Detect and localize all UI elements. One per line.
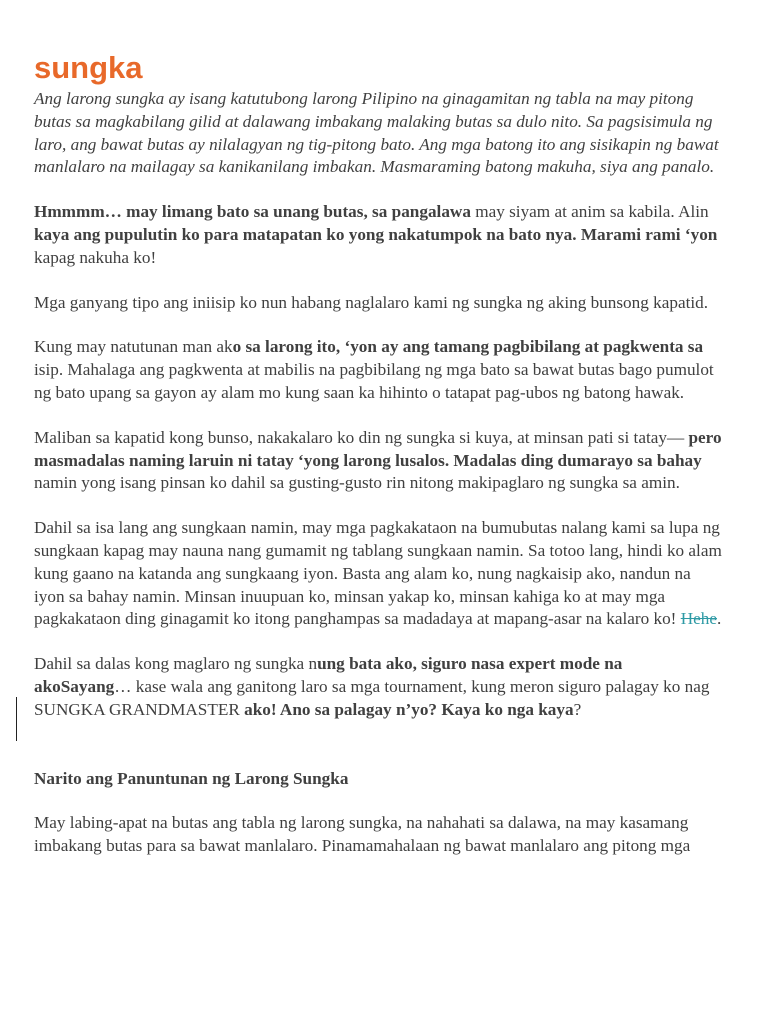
- paragraph-5: [34, 517, 724, 631]
- p4-c: namin yong isang pinsan ko dahil sa gusting-gusto rin nitong makipaglaro ng sungka sa amin.: [34, 473, 680, 493]
- p4-a: Maliban sa kapatid kong bunso, nakakalaro ko din ng sungka si kuya, at minsan pati si tatay—: [34, 427, 689, 447]
- p6-e: ?: [573, 699, 582, 719]
- p4-b: pero masmadalas naming laruin ni tatay ‘yong larong lusalos. Madalas ding dumarayo sa bahay: [34, 427, 722, 470]
- p1-a: Hmmmm…: [34, 202, 127, 222]
- p5-strike: Hehe: [680, 609, 717, 629]
- p3-a: Kung may natutunan man ak: [34, 337, 233, 357]
- p3-b: o sa larong ito, ‘yon ay ang tamang pagbibilang at pagkwenta sa: [232, 337, 704, 357]
- p6-d: ako! Ano sa palagay n’yo? Kaya ko nga kaya: [244, 699, 574, 719]
- paragraph-1: [34, 201, 724, 269]
- p1-e: kapag nakuha ko!: [34, 247, 157, 267]
- paragraph-6: [34, 653, 724, 721]
- p1-d: kaya ang pupulutin ko para matapatan ko yong nakatumpok na bato nya. Marami rami ‘yon: [34, 224, 718, 244]
- text-cursor: [16, 697, 17, 741]
- p6-c: … kase wala ang ganitong laro sa mga tournament, kung meron siguro palagay ko nag SUNGKA GRANDMASTER: [34, 676, 710, 719]
- intro-paragraph: Ang larong sungka ay isang katutubong larong Pilipino na ginagamitan ng tabla na may pitong butas sa magkabilang gilid at dalawang imbakang malaking butas sa dulo nito. Sa pagsisimula ng laro, ang bawat butas ay nilalagyan ng tig-pitong bato. Ang mga batong ito ang sisikapin ng bawat manlalaro na mailagay sa kanikanilang imbakan. Masmaraming batong makuha, siya ang panalo.: [34, 89, 719, 177]
- paragraph-3: [34, 336, 724, 404]
- page-title: sungka: [34, 50, 143, 85]
- p1-b: may limang bato sa unang butas, sa pangalawa: [126, 202, 471, 222]
- paragraph-2: Mga ganyang tipo ang iniisip ko nun habang naglalaro kami ng sungka ng aking bunsong kapatid.: [34, 292, 709, 312]
- p5-c: .: [716, 609, 722, 629]
- p3-c: isip. Mahalaga ang pagkwenta at mabilis na pagbibilang ng mga bato sa bawat butas bago pumulot ng bato upang sa gayon ay alam mo kung saan ka hihinto o tatapat pag-ubos ng batong hawak.: [34, 360, 714, 402]
- p5-a: Dahil sa isa lang ang sungkaan namin, may mga pagkakataon na bumubutas nalang kami sa lupa ng sungkaan kapag may nauna nang gumamit ng tablang sungkaan namin. Sa totoo lang, hindi ko alam kung gaano na katanda ang sungkaang iyon. Basta ang alam ko, nung nagkaisip ako, nandun na iyon sa bahay namin. Minsan inuupuan ko, minsan yakap ko, minsan kahiga ko at may mga pagkakataon ding ginagamit ko itong panghampas sa madadaya at mapang-asar na kalaro ko!: [34, 518, 722, 629]
- p6-a: Dahil sa dalas kong maglaro ng sungka n: [34, 654, 318, 674]
- paragraph-4: [34, 427, 724, 495]
- document-page: [34, 48, 724, 880]
- section-heading: Narito ang Panuntunan ng Larong Sungka: [34, 768, 349, 788]
- paragraph-7: May labing-apat na butas ang tabla ng larong sungka, na nahahati sa dalawa, na may kasamang imbakang butas para sa bawat manlalaro. Pinamamahalaan ng bawat manlalaro ang pitong mga: [34, 813, 691, 856]
- p6-b: ung bata ako, siguro nasa expert mode na akoSayang: [34, 654, 623, 696]
- p1-c: may siyam at anim sa kabila. Alin: [470, 202, 709, 222]
